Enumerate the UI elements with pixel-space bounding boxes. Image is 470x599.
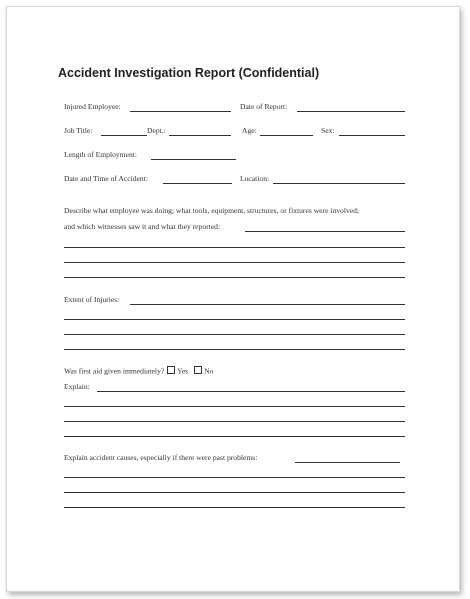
extent-of-injuries-label: Extent of Injuries: bbox=[64, 295, 120, 304]
date-time-accident-label: Date and Time of Accident: bbox=[64, 174, 148, 183]
explain-field-line[interactable] bbox=[64, 406, 405, 407]
explain-field-line[interactable] bbox=[64, 421, 405, 422]
age-label: Age: bbox=[242, 126, 257, 135]
explain-label: Explain: bbox=[64, 382, 90, 391]
age-field[interactable] bbox=[260, 135, 313, 136]
extent-of-injuries-field-line[interactable] bbox=[130, 304, 405, 305]
describe-field-line[interactable] bbox=[64, 262, 405, 263]
location-field[interactable] bbox=[273, 183, 405, 184]
job-title-label: Job Title: bbox=[64, 126, 93, 135]
first-aid-yes-checkbox[interactable] bbox=[167, 366, 175, 374]
accident-causes-field-line[interactable] bbox=[64, 507, 405, 508]
first-aid-no-checkbox[interactable] bbox=[194, 366, 202, 374]
injured-employee-field[interactable] bbox=[130, 111, 231, 112]
length-of-employment-label: Length of Employment: bbox=[64, 150, 137, 159]
first-aid-yes-label: Yes bbox=[177, 366, 189, 376]
dept-label: Dept.: bbox=[147, 126, 166, 135]
dept-field[interactable] bbox=[169, 135, 231, 136]
accident-causes-field-line[interactable] bbox=[295, 462, 400, 463]
sex-field[interactable] bbox=[339, 135, 405, 136]
first-aid-question: Was first aid given immediately? bbox=[64, 366, 165, 376]
extent-of-injuries-field-line[interactable] bbox=[64, 334, 405, 335]
extent-of-injuries-field-line[interactable] bbox=[64, 349, 405, 350]
date-of-report-field[interactable] bbox=[297, 111, 405, 112]
date-time-accident-field[interactable] bbox=[163, 183, 232, 184]
extent-of-injuries-field-line[interactable] bbox=[64, 319, 405, 320]
accident-causes-field-line[interactable] bbox=[64, 492, 405, 493]
length-of-employment-field[interactable] bbox=[151, 159, 236, 160]
describe-field-line[interactable] bbox=[64, 247, 405, 248]
explain-field-line[interactable] bbox=[64, 436, 405, 437]
sex-label: Sex: bbox=[321, 126, 335, 135]
describe-label-line1: Describe what employee was doing; what tools, equipment, structures, or fixtures were involved; bbox=[64, 206, 360, 215]
explain-field-line[interactable] bbox=[97, 391, 405, 392]
job-title-field[interactable] bbox=[101, 135, 147, 136]
describe-field-line[interactable] bbox=[64, 277, 405, 278]
injured-employee-label: Injured Employee: bbox=[64, 102, 121, 111]
first-aid-no-label: No bbox=[204, 366, 214, 376]
accident-causes-label: Explain accident causes, especially if there were past problems: bbox=[64, 453, 258, 462]
first-aid-row bbox=[64, 366, 213, 376]
form-title: Accident Investigation Report (Confidential) bbox=[58, 66, 320, 80]
describe-label-line2: and which witnesses saw it and what they reported: bbox=[64, 222, 221, 231]
describe-field-line[interactable] bbox=[245, 231, 405, 232]
location-label: Location: bbox=[240, 174, 270, 183]
date-of-report-label: Date of Report: bbox=[240, 102, 288, 111]
accident-causes-field-line[interactable] bbox=[64, 477, 405, 478]
